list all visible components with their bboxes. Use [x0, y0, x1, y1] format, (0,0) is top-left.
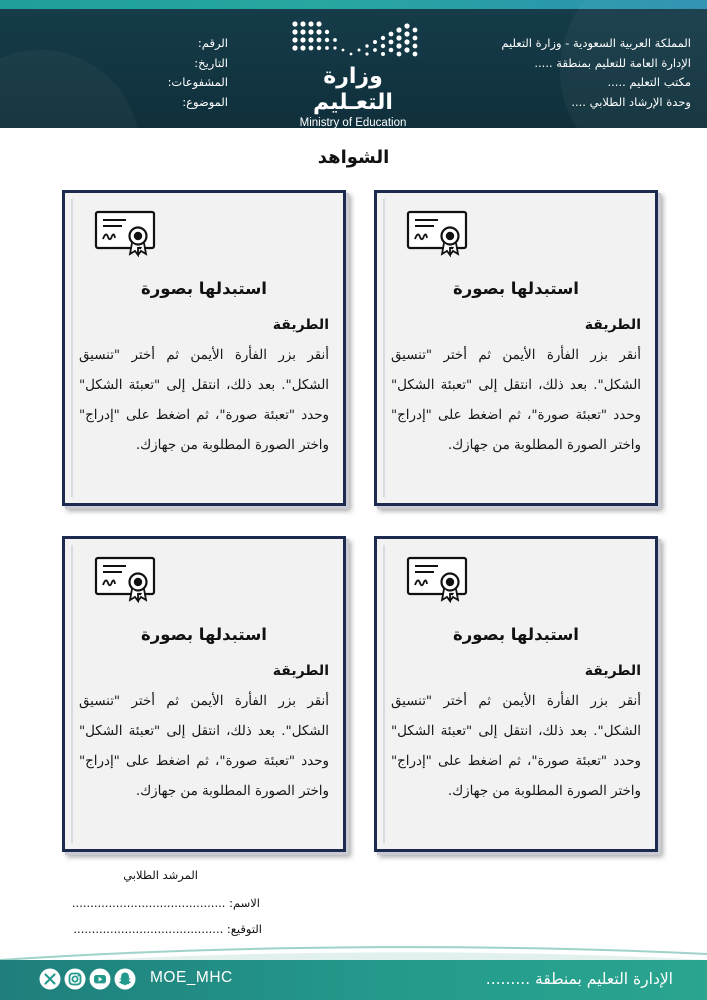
youtube-icon[interactable] — [89, 968, 111, 990]
header-org-info — [451, 34, 691, 112]
card-accent-line — [71, 545, 73, 843]
field-subject-label: الموضوع: — [182, 94, 228, 109]
instagram-icon[interactable] — [64, 968, 86, 990]
evidence-card-bottom-left[interactable] — [62, 536, 346, 852]
counselor-name-field[interactable]: الاسم: .......................................... — [71, 896, 260, 910]
header-reference-fields — [128, 34, 228, 112]
logo-dots-icon — [287, 18, 419, 62]
card-heading: استبدلها بصورة — [141, 625, 267, 644]
card-subheading: الطريقة — [272, 317, 329, 333]
certificate-icon — [406, 209, 470, 257]
field-date-label: التاريخ: — [194, 55, 228, 70]
org-line-unit: وحدة الإرشاد الطلابي .... — [571, 94, 691, 109]
evidence-card-top-right[interactable] — [374, 190, 658, 506]
footer-directorate-text: الإدارة التعليم بمنطقة ......... — [485, 970, 673, 988]
snapchat-icon[interactable] — [114, 968, 136, 990]
card-subheading: الطريقة — [272, 663, 329, 679]
org-line-directorate: الإدارة العامة للتعليم بمنطقة ..... — [534, 55, 691, 70]
org-line-ministry: المملكة العربية السعودية - وزارة التعليم — [501, 36, 691, 50]
counselor-signature-field[interactable]: التوقيع: ......................................... — [73, 922, 262, 936]
social-handle[interactable]: MOE_MHC — [150, 969, 233, 986]
card-instructions: أنقر بزر الفأرة الأيمن ثم أختر "تنسيق الشكل". بعد ذلك، انتقل إلى "تعبئة الشكل" وحدد "تعبئة صورة"، ثم اضغط على "إدراج" واختر الصورة المطلوبة من جهازك. — [79, 348, 329, 453]
card-heading: استبدلها بصورة — [453, 625, 579, 644]
card-instructions: أنقر بزر الفأرة الأيمن ثم أختر "تنسيق الشكل". بعد ذلك، انتقل إلى "تعبئة الشكل" وحدد "تعبئة صورة"، ثم اضغط على "إدراج" واختر الصورة المطلوبة من جهازك. — [391, 694, 641, 799]
page-header — [0, 0, 707, 128]
card-heading: استبدلها بصورة — [453, 279, 579, 298]
card-accent-line — [383, 199, 385, 497]
card-instructions: أنقر بزر الفأرة الأيمن ثم أختر "تنسيق الشكل". بعد ذلك، انتقل إلى "تعبئة الشكل" وحدد "تعبئة صورة"، ثم اضغط على "إدراج" واختر الصورة المطلوبة من جهازك. — [391, 348, 641, 453]
card-subheading: الطريقة — [584, 317, 641, 333]
evidence-card-bottom-right[interactable] — [374, 536, 658, 852]
card-accent-line — [71, 199, 73, 497]
certificate-icon — [94, 555, 158, 603]
certificate-icon — [94, 209, 158, 257]
logo-english-name: Ministry of Education — [299, 117, 407, 128]
logo-arabic-name: وزارة التعـليم — [313, 64, 393, 115]
x-icon[interactable] — [39, 968, 61, 990]
card-instructions: أنقر بزر الفأرة الأيمن ثم أختر "تنسيق الشكل". بعد ذلك، انتقل إلى "تعبئة الشكل" وحدد "تعبئة صورة"، ثم اضغط على "إدراج" واختر الصورة المطلوبة من جهازك. — [79, 694, 329, 799]
page-footer — [0, 960, 707, 1000]
field-number-label: الرقم: — [197, 36, 228, 50]
page-title: الشواهد — [317, 147, 390, 168]
counselor-title: المرشد الطلابي — [123, 868, 198, 882]
card-heading: استبدلها بصورة — [141, 279, 267, 298]
org-line-office: مكتب التعليم ..... — [607, 75, 691, 89]
card-subheading: الطريقة — [584, 663, 641, 679]
evidence-card-top-left[interactable] — [62, 190, 346, 506]
certificate-icon — [406, 555, 470, 603]
header-decoration — [0, 50, 140, 128]
ministry-logo — [283, 18, 423, 128]
card-accent-line — [383, 545, 385, 843]
field-attachments-label: المشفوعات: — [167, 75, 228, 89]
